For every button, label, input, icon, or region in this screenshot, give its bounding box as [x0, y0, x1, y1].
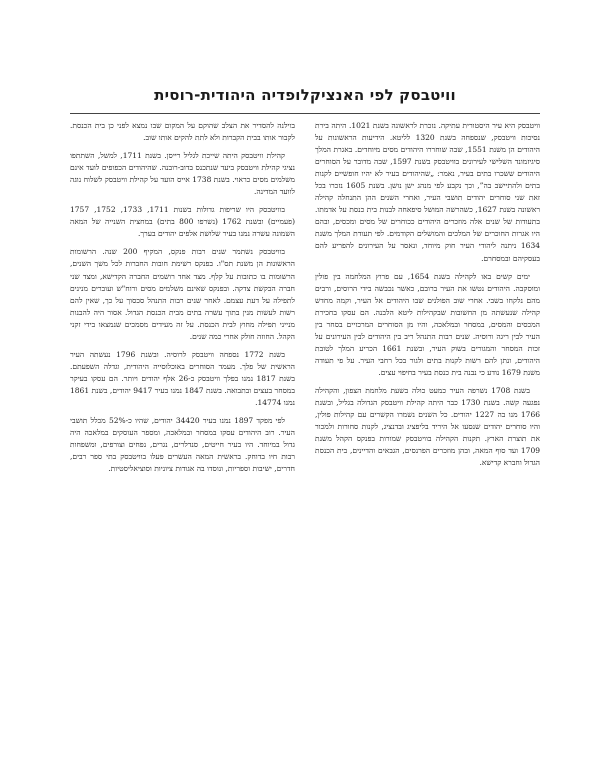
paragraph: בוויטבסק היו שריפות גדולות בשנות 1711, 1733, 1752, 1757 (פעמיים) ובשנת 1762 (נשרפו 800 בתים) במחצית השנייה של המאה השמונה עשרה נמנו בעיר שלושת אלפים יהודים בערך. — [70, 205, 295, 239]
paragraph: קהילת וויטבסק היתה שייכת לגליל רייסן. בשנת 1711, למשל, השתתפו נציגי קהילת וויטבסק ביעד שנתכנס בדוב-רובנה. שהיהודים הכפופים לועד אינם משלמים מסים כראוי. בשנת 1738 אייס הועד על קהילת וויטבסק לשלוח נוגה לוועד המדינה. — [70, 151, 295, 197]
paragraph: וויטבסק היא עיר היסטורית עתיקה. נזכרת לראשונה בשנת 1021. היתה בירת נסיכות וויטבסק, שנספחה בשנת 1320 לליטא. הידיעות הראשונות על היהודים הן משנת 1551, שבה שוחררו היהודים מסים מיוחדים. באגרת המלך סיגיזמונד השלישי לעירונים בוויטבסק בשנת 1597, שבה מדובר על הסוחרים היהודים ששכרו בתים בעיר, נאמר: „שהיהודים בעיר לא יהיו חופשיים לקנות בתים ולהתיישב בה”, וכך נקבע לפי מנהג ישן נושן. בשנת 1605 נזכרו בכל זאת שני סוחרים יהודים תושבי העיר, ואחרי השנים ההן התנחלה קהילה ראשונה בשנת 1627, כשהרשה המושל סיפאחה לבנות בית כנסת על אדמתו. בתעודות של שנים אלה מוזכרים היהודים ככוחרים של מסים ומכסים, ובהם היו אגרות החוכרים של המלכים והמושלים הקודמים. לפי תעודת המלך משנת 1634 ניתנה ליהודי העיר חוק מיוחד, ונאסר על העירונים להפריע להם בעסקיהם ובמסחרם. — [315, 121, 540, 263]
paragraph: בשנת 1708 נשרפה העיר כמעט כולה בשעת מלחמת הצפון, והקהילה נפגעה קשה. בשנת 1730 כבר היתה קהילת וויטבסק הגדולה בגליל, ובשנת 1766 מנו בה 1227 יהודים. כל השנים נשמרו הקשרים עם קהילות פולין, והיו סוחרים יהודים שנסעו אל היריד בליפציג ובדנציג, לקנות סחורות ולמכור את תוצרת הארץ. תקנות הקהילה בוויטבסק שמורות בפנקס הקהל משנת 1709 ועד סוף המאה, ובהן מוזכרים הפרנסים, הגבאים והדיינים, בית הכנסת הגדול וחברא קדישא. — [315, 385, 540, 468]
left-column — [70, 120, 295, 724]
page-title: וויטבסק לפי האנציקלופדיה היהודית-רוסית — [154, 86, 456, 104]
paragraph: בשנת 1772 נספחה וויטבסק לרוסיה. ובשנת 1796 נעשתה העיר הראשית של פלך. מעמד הסוחרים באוכלוסייה היהודית, וגדלה השפעתם. בשנת 1817 נמנו בפלך וויטבסק כ-26 אלף יהודים ויותר. הם עסקו בעיקר במסחר בעצים ובתבואה. בשנת 1847 נמנו בעיר 9417 יהודים, בשנת 1861 נמנו 14774. — [70, 349, 295, 407]
paragraph: בוילנה להסדיר את הצלב שהוקם על המקום שבו נמצא לפני כן בית הכנסת. לקבור אותו בבית הקברות ולא לתת להקים אותו שוב. — [70, 121, 295, 143]
paragraph: ימים קשים באו לקהילה בשנת 1654, עם פרוץ המלחמה בין פולין ומוסקבה. היהודים נטשו את העיר ברובם, כאשר נכבשה בידי הרוסים, ורבים מהם נלקחו בשבי. אחרי שוב הפולנים שבו היהודים אל העיר, וקמה מחדש קהילה שנעשתה מן החשובות שבקהילות ליטא הלבנה. הם עסקו בחכירת המכסים והמסים, במסחר ובמלאכה, והיו מן הסוחרים המרכזיים בסחר בין העיר לבין ריגה ורוסיה. שנים רבות התנהל ריב בין היהודים לבין העירונים על זכות המסחר והמגורים בשוק העיר, ובשנת 1661 הכריע המלך לטובת היהודים, ונתן להם רשות לקנות בתים ולגור בכל רחבי העיר. על פי תעודה משנת 1679 נודע כי נבנה בית כנסת בעיר בחיפוי עצים. — [315, 271, 540, 377]
document-page — [70, 86, 540, 726]
paragraph: לפי מפקד 1897 נמנו בעיר 34420 יהודים, שהיו כ-52% מכלל תושבי העיר. רוב היהודים עסקו במסחר ובמלאכה, ומספר העוסקים במלאכה היה גדול במיוחד. היו בעיר חייטים, סנדלרים, נגרים, נפחים וצורפים, ומשפחות רבות חיו בדוחק. בראשית המאה העשרים פעלו בוויטבסק בתי ספר רבים, חדרים, ישיבות וספריות, ונוסדו בה אגודות ציוניות וסוציאליסטיות. — [70, 416, 295, 474]
title-rule — [70, 113, 540, 114]
right-column — [315, 120, 540, 724]
paragraph: בוויטבסק נשתמר שנים רבות פנקס, המקיף 200 שנה. הרשומות הראשונות הן משנת תס"ו. בפנקס רשימת חובות החברות לכל משך השנים, הרשומות בו כתובות על קלף. מצד אחד רושמים החברה הקדישא, ומצד שני חברה הבקשת צדקה. ובפנקס שאינם משלמים מסים ורוח"ש ועוברים מנינים לתפילה על דעת עצמם. לאחר שנים רבות התנהל סכסוך על כך, שאין להם רשות לעשות מנין בתוך עשרה בתים מבית הכנסת הגדול. אסור היה להבנות מנייני תפילה מחוץ לבית הכנסת. על זה מעידים מסמכים שנמצאו בידי זקני הקהל. החוזה חולק אחרי כמה שנים. — [70, 247, 295, 341]
